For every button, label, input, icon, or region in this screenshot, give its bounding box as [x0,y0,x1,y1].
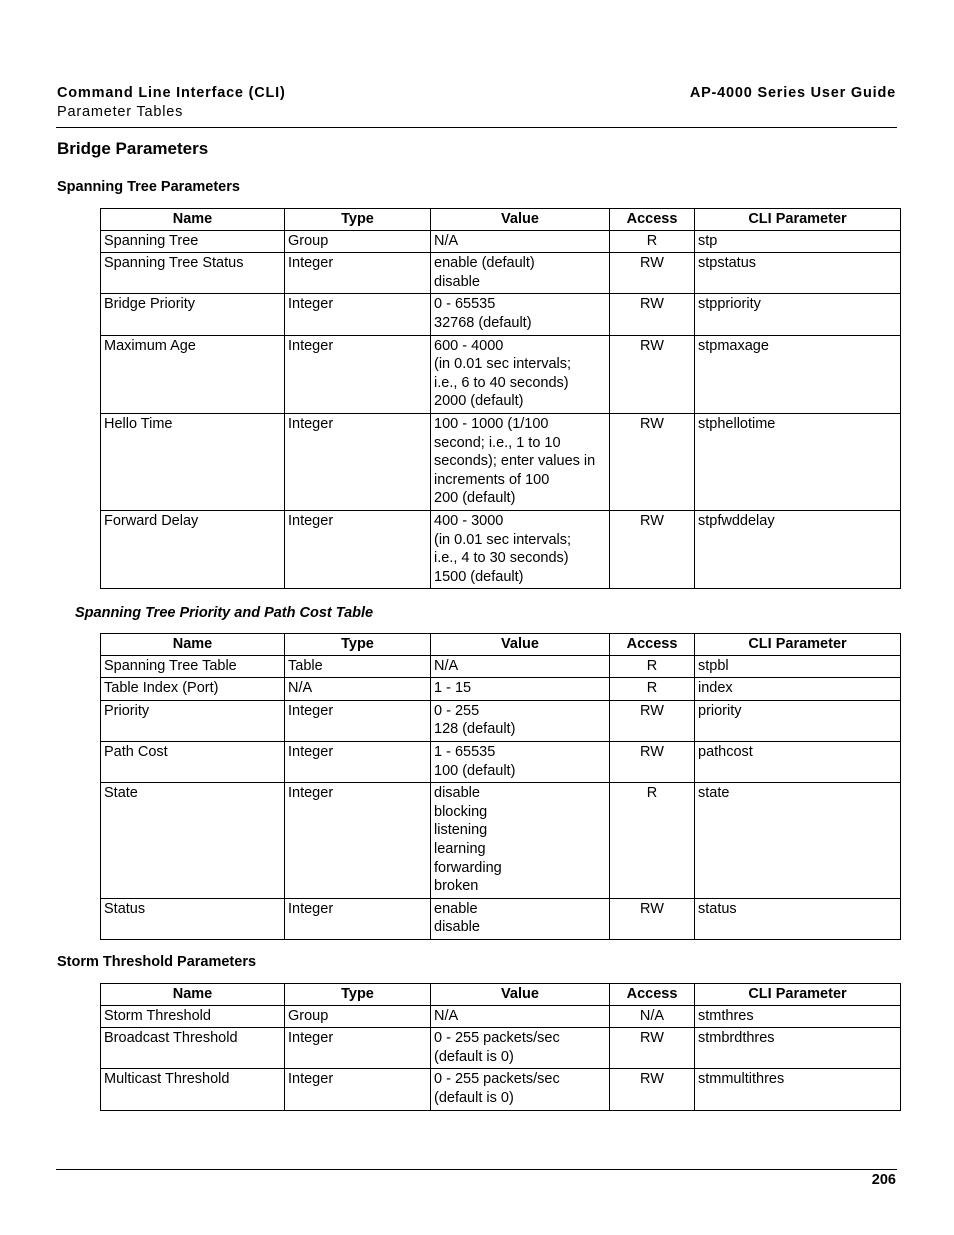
column-header: Type [285,209,431,231]
running-header-section: Parameter Tables [57,104,184,120]
param-type-cell: Group [285,1005,431,1028]
column-header: Value [431,984,610,1006]
value-line: broken [434,878,479,895]
value-line: 1500 (default) [434,568,524,585]
priority-path-cost-table [100,633,901,940]
param-access-cell: RW [610,898,695,939]
param-access-cell: RW [610,510,695,588]
cli-parameter-cell: stpmaxage [695,335,901,413]
param-value-cell [431,510,610,588]
param-name-cell: Broadcast Threshold [101,1028,285,1069]
param-access-cell: RW [610,1028,695,1069]
running-header-guide-title: AP-4000 Series User Guide [689,85,896,101]
table-header-row [101,209,901,231]
param-name-cell: Storm Threshold [101,1005,285,1028]
cli-parameter-cell: stpbl [695,655,901,678]
value-line: i.e., 4 to 30 seconds) [434,550,569,567]
param-name-cell: Status [101,898,285,939]
column-header: Type [285,634,431,656]
param-access-cell: RW [610,1069,695,1110]
param-type-cell: Integer [285,413,431,510]
param-name-cell: Priority [101,700,285,741]
param-name-cell: Maximum Age [101,335,285,413]
param-name-cell: Spanning Tree Status [101,253,285,294]
value-line: (in 0.01 sec intervals; [434,531,572,548]
running-header-chapter: Command Line Interface (CLI) [57,85,286,101]
value-line: 100 (default) [434,762,516,779]
column-header: CLI Parameter [695,209,901,231]
value-line: 32768 (default) [434,314,532,331]
value-line: 1 - 65535 [434,743,496,760]
param-name-cell: Path Cost [101,741,285,782]
table-row [101,253,901,294]
param-type-cell: Integer [285,783,431,899]
column-header: Access [610,209,695,231]
param-value-cell [431,700,610,741]
value-line: 200 (default) [434,490,516,507]
column-header: Name [101,209,285,231]
param-value-cell [431,335,610,413]
param-value-cell [431,1069,610,1110]
value-line: blocking [434,803,488,820]
cli-parameter-cell: status [695,898,901,939]
column-header: Value [431,634,610,656]
column-header: Access [610,634,695,656]
param-type-cell: Integer [285,741,431,782]
column-header: Access [610,984,695,1006]
cli-parameter-cell: index [695,678,901,701]
table-row [101,783,901,899]
table-row [101,1069,901,1110]
table-row [101,700,901,741]
value-line: N/A [434,1007,459,1024]
param-access-cell: RW [610,335,695,413]
param-value-cell [431,655,610,678]
table-row [101,335,901,413]
value-line: disable [434,273,480,290]
param-name-cell: Multicast Threshold [101,1069,285,1110]
param-type-cell: Group [285,230,431,253]
value-line: 100 - 1000 (1/100 [434,415,549,432]
value-line: 600 - 4000 [434,337,504,354]
cli-parameter-cell: stpfwddelay [695,510,901,588]
param-name-cell: Table Index (Port) [101,678,285,701]
param-value-cell [431,294,610,335]
param-access-cell: R [610,655,695,678]
value-line: 400 - 3000 [434,512,504,529]
param-name-cell: State [101,783,285,899]
value-line: increments of 100 [434,471,550,488]
param-access-cell: R [610,230,695,253]
value-line: enable [434,900,478,917]
value-line: learning [434,840,486,857]
value-line: forwarding [434,859,502,876]
cli-parameter-cell: stmbrdthres [695,1028,901,1069]
table-title-spanning-tree: Spanning Tree Parameters [57,179,240,195]
param-value-cell [431,783,610,899]
value-line: 0 - 255 packets/sec [434,1030,560,1047]
param-access-cell: R [610,783,695,899]
page-number: 206 [871,1172,896,1188]
cli-parameter-cell: pathcost [695,741,901,782]
param-name-cell: Spanning Tree [101,230,285,253]
table-header-row [101,634,901,656]
storm-threshold-table [100,983,901,1111]
value-line: i.e., 6 to 40 seconds) [434,374,569,391]
param-type-cell: Integer [285,510,431,588]
column-header: CLI Parameter [695,634,901,656]
param-value-cell [431,1028,610,1069]
column-header: Type [285,984,431,1006]
param-type-cell: Integer [285,294,431,335]
value-line: N/A [434,232,459,249]
table-row [101,655,901,678]
column-header: CLI Parameter [695,984,901,1006]
param-value-cell [431,230,610,253]
spanning-tree-table [100,208,901,589]
table-row [101,294,901,335]
param-type-cell: N/A [285,678,431,701]
param-type-cell: Integer [285,335,431,413]
param-name-cell: Spanning Tree Table [101,655,285,678]
value-line: disable [434,919,480,936]
table-row [101,230,901,253]
param-access-cell: R [610,678,695,701]
cli-parameter-cell: stpstatus [695,253,901,294]
value-line: disable [434,785,480,802]
param-type-cell: Integer [285,253,431,294]
table-row [101,1005,901,1028]
param-name-cell: Forward Delay [101,510,285,588]
column-header: Name [101,984,285,1006]
footer-rule [56,1169,897,1170]
value-line: second; i.e., 1 to 10 [434,434,561,451]
param-value-cell [431,741,610,782]
column-header: Name [101,634,285,656]
value-line: 2000 (default) [434,393,524,410]
value-line: 0 - 255 [434,702,480,719]
param-type-cell: Integer [285,1069,431,1110]
param-type-cell: Integer [285,898,431,939]
value-line: (default is 0) [434,1089,514,1106]
value-line: 0 - 255 packets/sec [434,1071,560,1088]
value-line: 128 (default) [434,721,516,738]
column-header: Value [431,209,610,231]
param-value-cell [431,413,610,510]
param-access-cell: RW [610,294,695,335]
value-line: N/A [434,657,459,674]
cli-parameter-cell: stppriority [695,294,901,335]
value-line: seconds); enter values in [434,453,596,470]
table-row [101,898,901,939]
param-access-cell: RW [610,700,695,741]
cli-parameter-cell: priority [695,700,901,741]
param-type-cell: Integer [285,1028,431,1069]
table-title-priority-path-cost: Spanning Tree Priority and Path Cost Table [75,605,374,621]
value-line: listening [434,822,488,839]
cli-parameter-cell: stmthres [695,1005,901,1028]
table-row [101,678,901,701]
table-row [101,741,901,782]
param-access-cell: RW [610,253,695,294]
param-type-cell: Integer [285,700,431,741]
table-header-row [101,984,901,1006]
value-line: enable (default) [434,255,535,272]
table-row [101,510,901,588]
param-name-cell: Hello Time [101,413,285,510]
param-value-cell [431,1005,610,1028]
section-title: Bridge Parameters [57,139,209,158]
header-rule [56,127,897,128]
table-row [101,413,901,510]
param-value-cell [431,253,610,294]
value-line: 0 - 65535 [434,296,496,313]
cli-parameter-cell: stphellotime [695,413,901,510]
param-access-cell: N/A [610,1005,695,1028]
param-access-cell: RW [610,741,695,782]
param-value-cell [431,898,610,939]
value-line: 1 - 15 [434,680,472,697]
value-line: (in 0.01 sec intervals; [434,356,572,373]
cli-parameter-cell: stmmultithres [695,1069,901,1110]
table-title-storm-threshold: Storm Threshold Parameters [57,954,257,970]
table-row [101,1028,901,1069]
param-value-cell [431,678,610,701]
cli-parameter-cell: state [695,783,901,899]
param-type-cell: Table [285,655,431,678]
param-access-cell: RW [610,413,695,510]
cli-parameter-cell: stp [695,230,901,253]
value-line: (default is 0) [434,1048,514,1065]
param-name-cell: Bridge Priority [101,294,285,335]
